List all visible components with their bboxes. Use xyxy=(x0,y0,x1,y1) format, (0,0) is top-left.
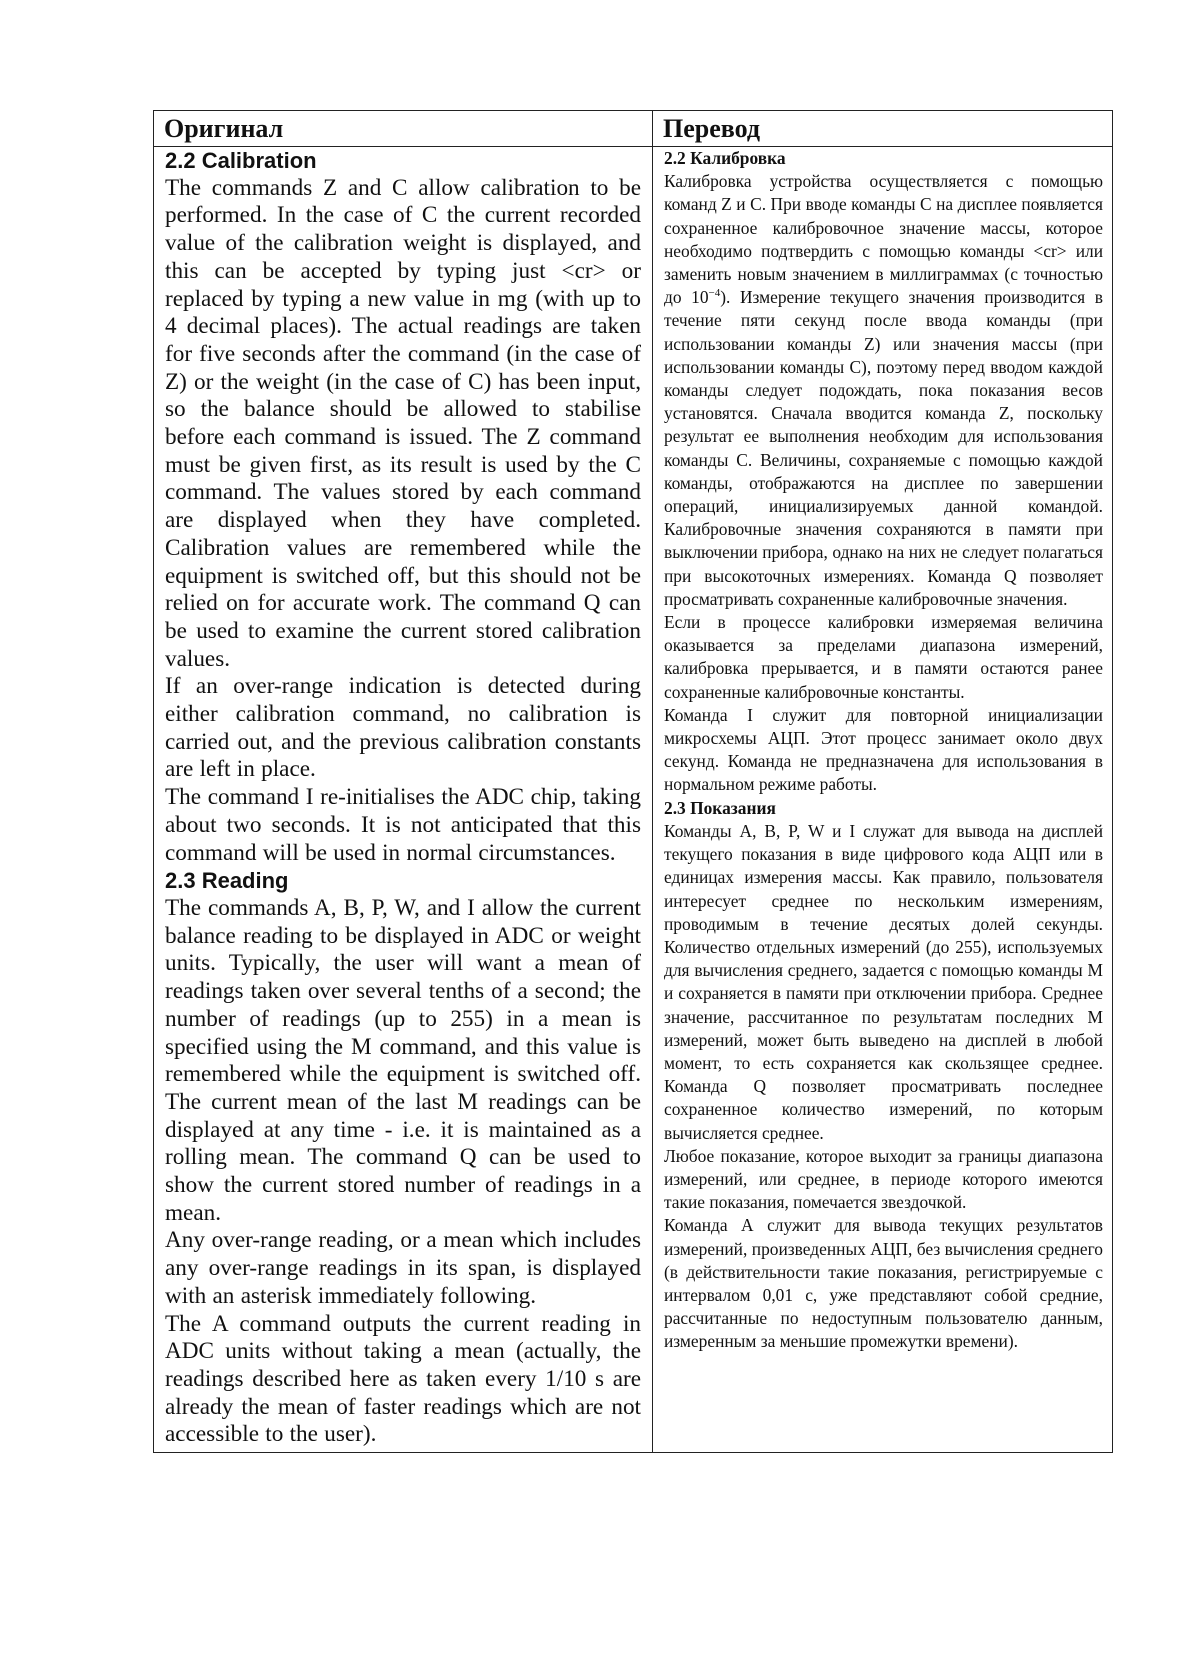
paragraph-text: Калибровка устройства осуществляется с помощью команд Z и C. При вводе команды С на дисплее появляется сохраненное калибровочное значение массы, которое необходимо подтвердить с помощью команды <cr> или заменить новым значением в миллиграммах (с точностью до 10 xyxy=(664,171,1103,308)
paragraph: Any over-range reading, or a mean which includes any over-range readings in its span, is displayed with an asterisk immediately following. xyxy=(165,1227,641,1309)
paragraph: Команда I служит для повторной инициализации микросхемы АЦП. Этот процесс занимает около двух секунд. Команда не предназначена для использования в нормальном режиме работы. xyxy=(664,704,1103,795)
paragraph: The commands A, B, P, W, and I allow the current balance reading to be displayed in ADC or weight units. Typically, the user will want a mean of readings taken over several tenths of a second; the number of readings (up to 255) in a mean is specified using the M command, and this value is remembered while the equipment is switched off. The current mean of the last M readings can be displayed at any time - i.e. it is maintained as a rolling mean. The command Q can be used to show the current stored number of readings in a mean. xyxy=(165,894,641,1226)
original-text-cell xyxy=(154,147,653,1453)
paragraph: Любое показание, которое выходит за границы диапазона измерений, или среднее, в периоде которого имеются такие показания, помечается звездочкой. xyxy=(664,1145,1103,1213)
section-heading-calibration: 2.2 Calibration xyxy=(165,148,317,173)
section-heading-kalibrovka: 2.2 Калибровка xyxy=(664,148,786,168)
section-heading-reading: 2.3 Reading xyxy=(165,868,289,894)
paragraph: If an over-range indication is detected during either calibration command, no calibration is carried out, and the previous calibration constants are left in place. xyxy=(165,673,641,783)
paragraph: The commands Z and C allow calibration to be performed. In the case of C the current recorded value of the calibration weight is displayed, and this can be accepted by typing just <cr> or replaced by typing a new value in mg (with up to 4 decimal places). The actual readings are taken for five seconds after the command (in the case of Z) or the weight (in the case of C) has been input, so the balance should be allowed to stabilise before each command is issued. The Z command must be given first, as its result is used by the C command. The values stored by each command are displayed when they have completed. Calibration values are remembered while the equipment is switched off, but this should not be relied on for accurate work. The command Q can be used to examine the current stored calibration values. xyxy=(165,174,641,672)
original-column-header: Оригинал xyxy=(154,111,653,147)
paragraph: The A command outputs the current reading in ADC units without taking a mean (actually, the readings described here as taken every 1/10 s are already the mean of faster readings which are not accessible to the user). xyxy=(165,1310,641,1448)
translation-text-cell xyxy=(653,147,1113,1453)
paragraph: Если в процессе калибровки измеряемая величина оказывается за пределами диапазона измерений, калибровка прерывается, и в памяти остаются ранее сохраненные калибровочные константы. xyxy=(664,612,1103,702)
header-row xyxy=(154,111,1113,147)
paragraph: Команды A, B, P, W и I служат для вывода на дисплей текущего показания в виде цифрового кода АЦП или в единицах измерения массы. Как правило, пользователя интересует среднее по нескольким измерениям, проводимым в течение десятых долей секунды. Количество отдельных измерений (до 255), используемых для вычисления среднего, задается с помощью команды M и сохраняется в памяти при отключении прибора. Среднее значение, рассчитанное по результатам последних M измерений, может быть выведено на дисплей в любой момент, то есть сохраняется как скользящее среднее. Команда Q позволяет просматривать последнее сохраненное количество измерений, по которым вычисляется среднее. xyxy=(664,820,1103,1143)
paragraph: Команда А служит для вывода текущих результатов измерений, произведенных АЦП, без вычисления среднего (в действительности такие показания, регистрируемые с интервалом 0,01 с, уже представляют собой средние, рассчитанные по недоступным пользователю данным, измеренным за меньшие промежутки времени). xyxy=(664,1215,1103,1352)
exponent: −4 xyxy=(708,287,721,300)
bilingual-table xyxy=(153,110,1113,1453)
content-row xyxy=(154,147,1113,1453)
paragraph: The command I re-initialises the ADC chip, taking about two seconds. It is not anticipated that this command will be used in normal circumstances. xyxy=(165,784,641,866)
section-heading-pokazaniya: 2.3 Показания xyxy=(664,797,776,818)
paragraph xyxy=(664,170,1103,611)
translation-column-header: Перевод xyxy=(653,111,1113,147)
paragraph-text: ). Измерение текущего значения производится в течение пяти секунд после ввода команды (при использовании команды Z) или значения массы (при использовании команды С), поэтому перед вводом каждой команды следует подождать, пока показания весов установятся. Сначала вводится команда Z, поскольку результат ее выполнения необходим для использования команды С. Величины, сохраняемые с помощью каждой команды, отображаются на дисплее по завершении операций, инициализируемых данной командой. Калибровочные значения сохраняются в памяти при выключении прибора, однако на них не следует полагаться при высокоточных измерениях. Команда Q позволяет просматривать сохраненные калибровочные значения. xyxy=(664,287,1103,609)
